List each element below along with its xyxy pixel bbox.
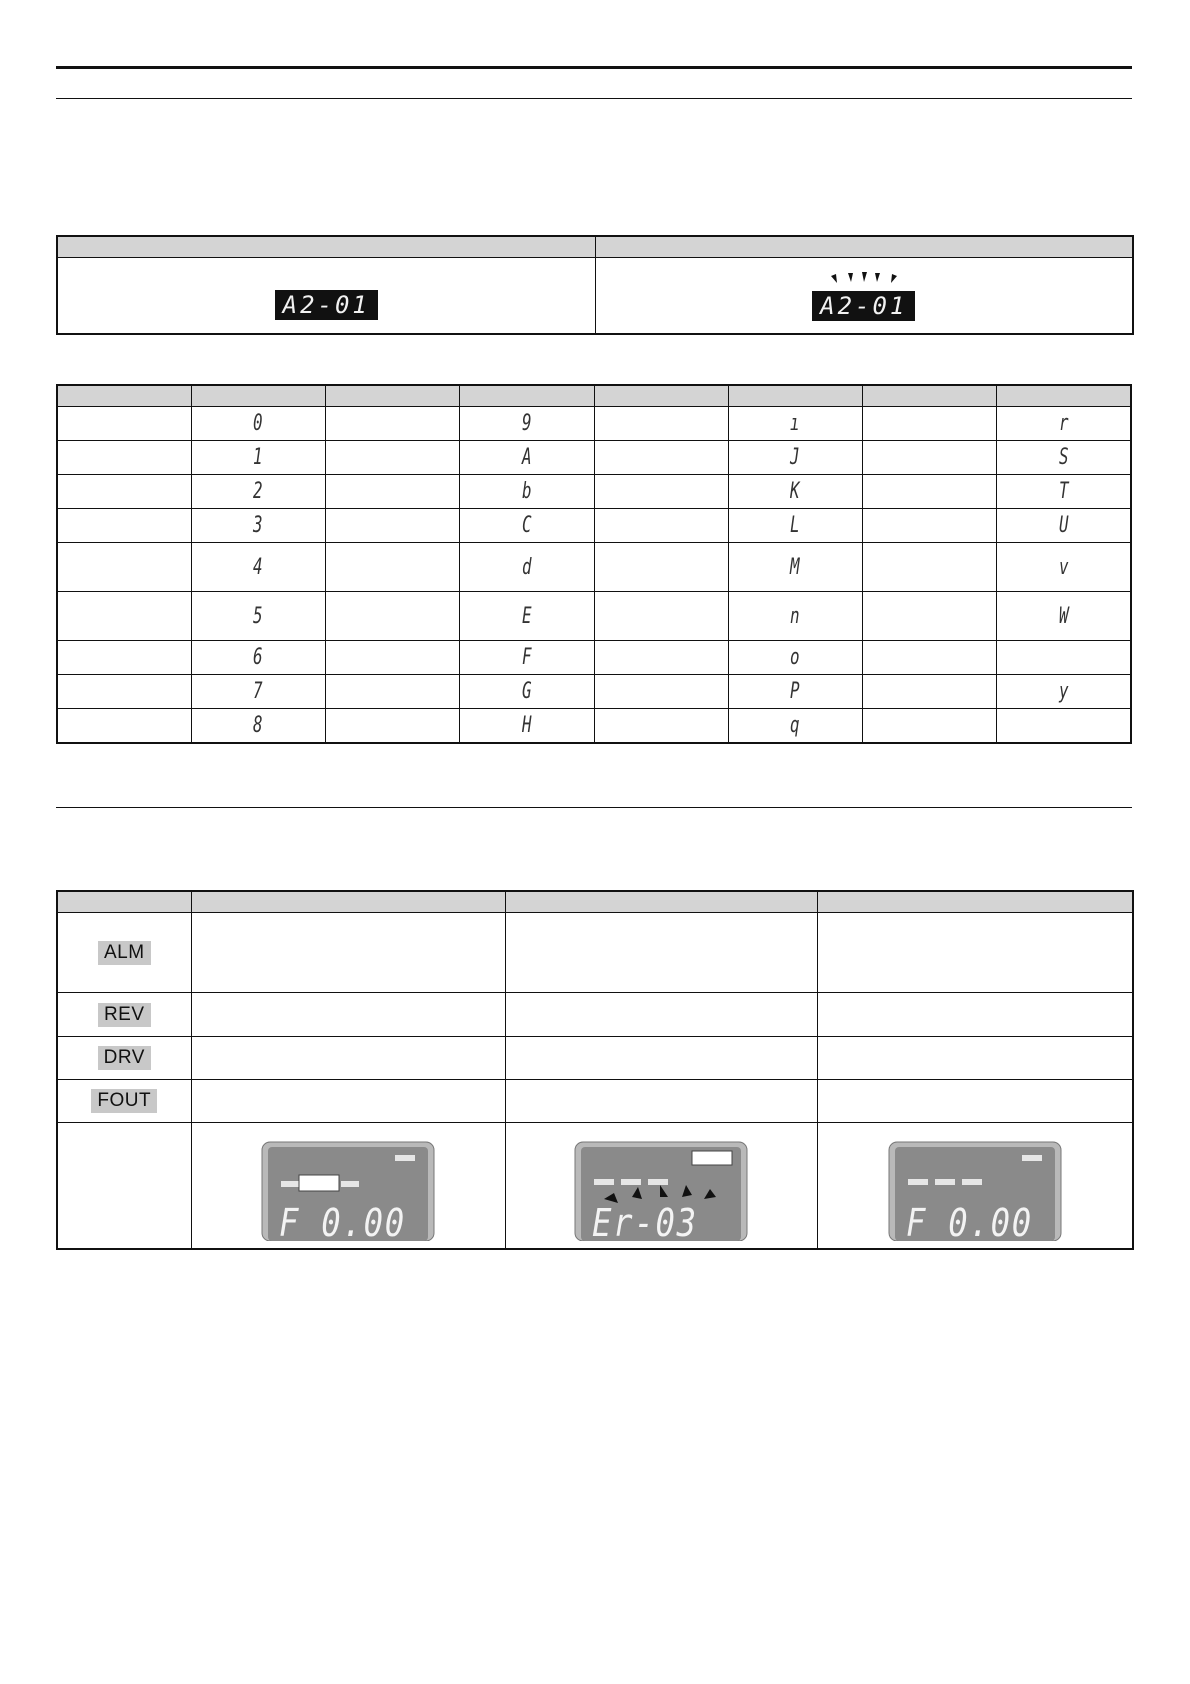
char-label-cell [57,509,191,543]
char-glyph-cell [191,675,325,709]
char-glyph-cell [191,709,325,744]
seven-segment-glyph: 8 [253,713,264,738]
char-label-cell [863,675,997,709]
flashing-display [812,271,915,321]
char-label-cell [326,441,460,475]
char-label-cell [326,709,460,744]
char-row [57,543,1131,592]
operator-panel-image [261,1141,435,1245]
char-row [57,475,1131,509]
char-row [57,709,1131,744]
char-glyph-cell [728,475,862,509]
char-glyph-cell [460,592,594,641]
header-rule [56,98,1132,99]
char-glyph-cell [997,592,1131,641]
seven-segment-glyph: d [521,554,533,580]
panel-cell-1 [191,1123,505,1249]
char-label-cell [594,675,728,709]
char-header-1 [57,385,191,407]
char-label-cell [594,441,728,475]
char-glyph-cell [728,543,862,592]
char-label-cell [594,407,728,441]
seven-segment-glyph: 6 [253,645,264,670]
seven-segment-glyph: y [1058,679,1069,704]
led-header-1 [57,891,191,913]
seven-segment-glyph: 1 [253,445,264,470]
seven-segment-glyph: L [790,513,801,538]
char-label-cell [326,543,460,592]
char-header-4 [460,385,594,407]
char-glyph-cell [191,475,325,509]
led-header-2 [191,891,505,913]
char-glyph-cell [997,675,1131,709]
char-glyph-cell [460,441,594,475]
char-glyph-cell [728,592,862,641]
char-glyph-cell [997,509,1131,543]
char-glyph-cell [997,641,1131,675]
char-glyph-cell [460,641,594,675]
char-label-cell [326,641,460,675]
char-label-cell [57,592,191,641]
char-header-3 [326,385,460,407]
seven-segment-glyph: S [1058,445,1069,470]
lcd-steady-readout: A2-01 [275,290,378,320]
seven-segment-glyph: W [1058,603,1069,629]
char-label-cell [594,641,728,675]
char-glyph-cell [460,709,594,744]
character-table-body [57,407,1131,744]
led-badge-fout: FOUT [91,1089,157,1113]
char-glyph-cell [728,641,862,675]
char-glyph-cell [191,592,325,641]
seven-segment-glyph: F [521,645,533,670]
seven-segment-glyph: 9 [521,411,533,436]
char-label-cell [57,641,191,675]
led-badge-rev: REV [98,1003,151,1027]
seven-segment-glyph: T [1058,479,1069,504]
char-label-cell [594,475,728,509]
char-glyph-cell [997,441,1131,475]
seven-segment-glyph: q [790,713,801,738]
char-glyph-cell [728,441,862,475]
panel-cell-2 [505,1123,817,1249]
char-label-cell [57,475,191,509]
seven-segment-glyph: ı [790,411,801,436]
char-label-cell [326,509,460,543]
panel-cell-3 [817,1123,1133,1249]
panel-readout-3: F 0.00 [905,1200,1033,1245]
char-glyph-cell [997,475,1131,509]
led-cell-drv [57,1037,191,1080]
seven-segment-glyph: o [790,645,801,670]
seven-segment-glyph: 2 [253,479,264,504]
seven-segment-glyph: A [521,445,533,470]
char-glyph-cell [191,441,325,475]
led-cell-alm [57,913,191,993]
operator-panel-image [574,1141,748,1245]
seven-segment-glyph: v [1058,554,1069,580]
led-header-4 [817,891,1133,913]
char-label-cell [326,407,460,441]
seven-segment-glyph: U [1058,513,1069,538]
character-table [56,384,1132,744]
seven-segment-glyph: C [521,513,533,538]
char-label-cell [594,509,728,543]
char-glyph-cell [728,675,862,709]
char-header-2 [191,385,325,407]
display-cell-steady [57,258,595,335]
seven-segment-glyph: H [521,713,533,738]
char-label-cell [57,543,191,592]
led-cell-rev [57,993,191,1037]
seven-segment-glyph: G [521,679,533,704]
char-row [57,675,1131,709]
char-label-cell [863,441,997,475]
char-glyph-cell [460,407,594,441]
char-glyph-cell [191,543,325,592]
char-glyph-cell [997,543,1131,592]
char-header-5 [594,385,728,407]
char-label-cell [57,441,191,475]
char-glyph-cell [191,509,325,543]
seven-segment-glyph: b [521,479,533,504]
char-glyph-cell [191,407,325,441]
char-row [57,441,1131,475]
char-glyph-cell [460,675,594,709]
display-header-steady [57,236,595,258]
display-cell-flashing [595,258,1133,335]
char-label-cell [326,475,460,509]
led-badge-drv: DRV [98,1046,151,1070]
top-rule-thick [56,66,1132,69]
seven-segment-glyph: E [521,603,533,629]
display-header-flashing [595,236,1133,258]
char-glyph-cell [460,475,594,509]
char-label-cell [594,709,728,744]
char-label-cell [326,592,460,641]
char-label-cell [57,709,191,744]
char-row [57,509,1131,543]
seven-segment-glyph: 5 [253,603,264,629]
panel-readout-1: F 0.00 [279,1200,406,1245]
char-label-cell [863,592,997,641]
char-label-cell [863,641,997,675]
char-label-cell [326,675,460,709]
seven-segment-glyph: 7 [253,679,264,704]
char-row [57,592,1131,641]
seven-segment-glyph: 4 [253,554,264,580]
seven-segment-glyph: J [790,445,801,470]
char-glyph-cell [460,509,594,543]
char-glyph-cell [728,709,862,744]
flash-rays-icon [812,271,915,287]
char-label-cell [57,407,191,441]
char-label-cell [594,543,728,592]
char-label-cell [863,475,997,509]
led-badge-alm: ALM [98,941,151,965]
char-label-cell [863,509,997,543]
char-glyph-cell [728,509,862,543]
char-glyph-cell [728,407,862,441]
display-example-table [56,235,1134,335]
char-header-7 [863,385,997,407]
seven-segment-glyph: M [790,554,801,580]
section-rule [56,807,1132,808]
char-glyph-cell [997,407,1131,441]
char-header-8 [997,385,1131,407]
char-label-cell [57,675,191,709]
char-label-cell [863,709,997,744]
seven-segment-glyph: 3 [253,513,264,538]
seven-segment-glyph: r [1058,411,1069,436]
char-glyph-cell [460,543,594,592]
seven-segment-glyph: 0 [253,411,264,436]
led-header-3 [505,891,817,913]
seven-segment-glyph: K [790,479,801,504]
char-row [57,407,1131,441]
seven-segment-glyph: n [790,603,801,629]
lcd-flashing-readout: A2-01 [812,291,915,321]
char-header-6 [728,385,862,407]
char-glyph-cell [997,709,1131,744]
operator-panel-image [888,1141,1062,1245]
char-label-cell [863,407,997,441]
char-label-cell [594,592,728,641]
char-row [57,641,1131,675]
char-label-cell [863,543,997,592]
seven-segment-glyph: P [790,679,801,704]
char-glyph-cell [191,641,325,675]
led-cell-fout [57,1080,191,1123]
panel-readout-2: Er-03 [592,1200,698,1245]
led-indicator-table [56,890,1134,1250]
